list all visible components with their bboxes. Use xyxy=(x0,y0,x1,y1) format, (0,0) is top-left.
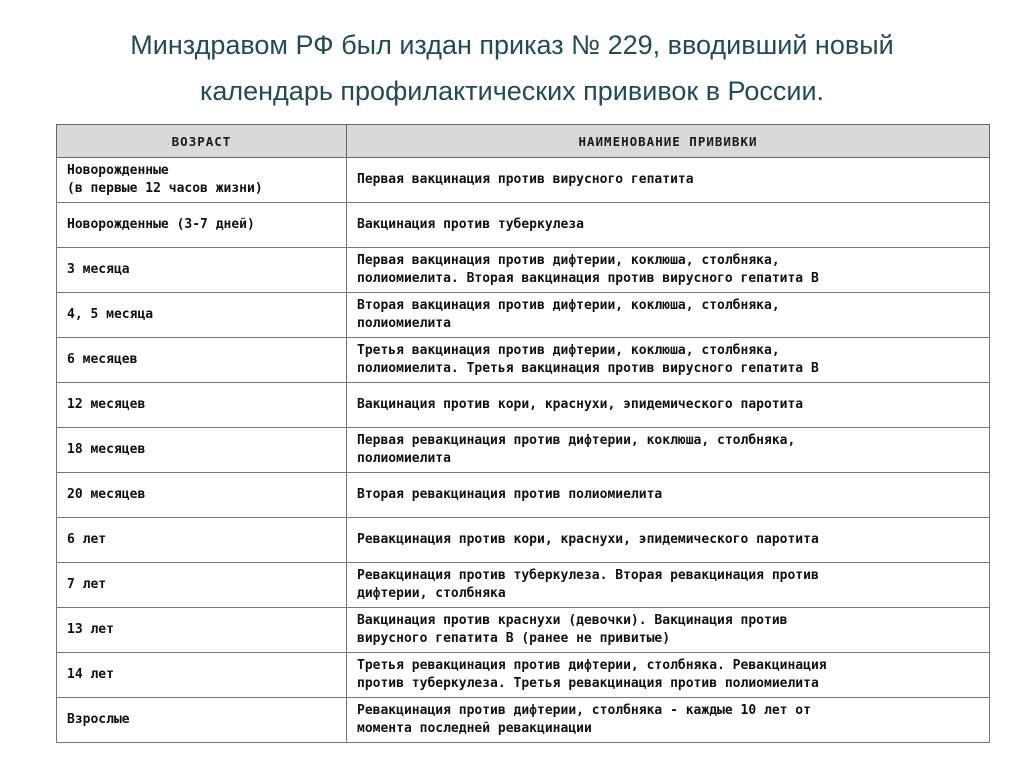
vaccine-cell xyxy=(347,518,990,563)
age-text-line: Взрослые xyxy=(67,712,130,727)
age-text-line: 6 месяцев xyxy=(67,352,138,367)
age-text-line: Новорожденные xyxy=(67,163,169,178)
age-cell xyxy=(57,653,347,698)
table-row xyxy=(57,428,990,473)
vaccine-text-line: Первая вакцинация против вирусного гепатита xyxy=(357,172,694,187)
vaccine-text-line: Вакцинация против туберкулеза xyxy=(357,217,584,232)
table-row xyxy=(57,473,990,518)
vaccine-cell xyxy=(347,158,990,203)
age-column-header: ВОЗРАСТ xyxy=(57,125,347,158)
table-row xyxy=(57,203,990,248)
table-body xyxy=(57,158,990,743)
age-text-line: 20 месяцев xyxy=(67,487,146,502)
table-row xyxy=(57,653,990,698)
age-cell xyxy=(57,428,347,473)
vaccine-text-line: дифтерии, столбняка xyxy=(357,586,506,601)
vaccine-cell xyxy=(347,338,990,383)
vaccine-text-line: Первая вакцинация против дифтерии, коклюша, столбняка, xyxy=(357,253,780,268)
table-row xyxy=(57,608,990,653)
age-text-line: 18 месяцев xyxy=(67,442,146,457)
age-text-line: 6 лет xyxy=(67,532,107,547)
slide-title xyxy=(0,22,1024,114)
vaccine-text-line: Вторая вакцинация против дифтерии, коклюша, столбняка, xyxy=(357,298,780,313)
table-row xyxy=(57,698,990,743)
vaccine-cell xyxy=(347,563,990,608)
age-cell xyxy=(57,248,347,293)
vaccine-column-header: НАИМЕНОВАНИЕ ПРИВИВКИ xyxy=(347,125,990,158)
vaccine-text-line: полиомиелита xyxy=(357,451,451,466)
vaccine-text-line: Вакцинация против краснухи (девочки). Вакцинация против xyxy=(357,613,788,628)
vaccine-cell xyxy=(347,293,990,338)
table-row xyxy=(57,518,990,563)
vaccine-text-line: момента последней ревакцинации xyxy=(357,721,592,736)
vaccine-text-line: полиомиелита xyxy=(357,316,451,331)
vaccine-text-line: Вакцинация против кори, краснухи, эпидемического паротита xyxy=(357,397,804,412)
vaccine-cell xyxy=(347,608,990,653)
vaccine-cell xyxy=(347,383,990,428)
vaccine-text-line: Ревакцинация против дифтерии, столбняка - каждые 10 лет от xyxy=(357,703,811,718)
age-cell xyxy=(57,518,347,563)
slide-title-line-2: календарь профилактических прививок в России. xyxy=(199,76,825,106)
table-row xyxy=(57,248,990,293)
table-header-row xyxy=(57,125,990,158)
vaccine-text-line: против туберкулеза. Третья ревакцинация против полиомиелита xyxy=(357,676,819,691)
age-cell xyxy=(57,473,347,518)
age-cell xyxy=(57,383,347,428)
age-cell xyxy=(57,158,347,203)
age-cell xyxy=(57,203,347,248)
vaccine-text-line: Третья ревакцинация против дифтерии, столбняка. Ревакцинация xyxy=(357,658,827,673)
vaccine-text-line: вирусного гепатита В (ранее не привитые) xyxy=(357,631,671,646)
vaccine-cell xyxy=(347,473,990,518)
vaccine-text-line: Первая ревакцинация против дифтерии, коклюша, столбняка, xyxy=(357,433,796,448)
vaccine-cell xyxy=(347,248,990,293)
age-cell xyxy=(57,608,347,653)
vaccine-text-line: Вторая ревакцинация против полиомиелита xyxy=(357,487,663,502)
vaccine-cell xyxy=(347,428,990,473)
age-cell xyxy=(57,563,347,608)
age-text-line: 3 месяца xyxy=(67,262,130,277)
vaccination-table-container xyxy=(56,124,989,743)
age-cell xyxy=(57,293,347,338)
age-text-line: 4, 5 месяца xyxy=(67,307,154,322)
slide-title-line-1: Минздравом РФ был издан приказ № 229, вводивший новый xyxy=(130,30,894,60)
table-row xyxy=(57,563,990,608)
vaccine-text-line: Ревакцинация против туберкулеза. Вторая ревакцинация против xyxy=(357,568,819,583)
age-text-line: (в первые 12 часов жизни) xyxy=(67,181,263,196)
age-text-line: 13 лет xyxy=(67,622,114,637)
vaccine-text-line: Ревакцинация против кори, краснухи, эпидемического паротита xyxy=(357,532,819,547)
vaccine-text-line: Третья вакцинация против дифтерии, коклюша, столбняка, xyxy=(357,343,780,358)
age-text-line: 7 лет xyxy=(67,577,107,592)
vaccine-cell xyxy=(347,653,990,698)
vaccine-text-line: полиомиелита. Третья вакцинация против вирусного гепатита В xyxy=(357,361,819,376)
table-row xyxy=(57,293,990,338)
age-cell xyxy=(57,338,347,383)
table-row xyxy=(57,158,990,203)
age-text-line: Новорожденные (3-7 дней) xyxy=(67,217,255,232)
vaccine-cell xyxy=(347,698,990,743)
vaccine-cell xyxy=(347,203,990,248)
table-row xyxy=(57,383,990,428)
vaccine-text-line: полиомиелита. Вторая вакцинация против вирусного гепатита В xyxy=(357,271,819,286)
age-text-line: 12 месяцев xyxy=(67,397,146,412)
age-text-line: 14 лет xyxy=(67,667,114,682)
vaccination-calendar-table xyxy=(56,124,990,743)
age-cell xyxy=(57,698,347,743)
table-row xyxy=(57,338,990,383)
